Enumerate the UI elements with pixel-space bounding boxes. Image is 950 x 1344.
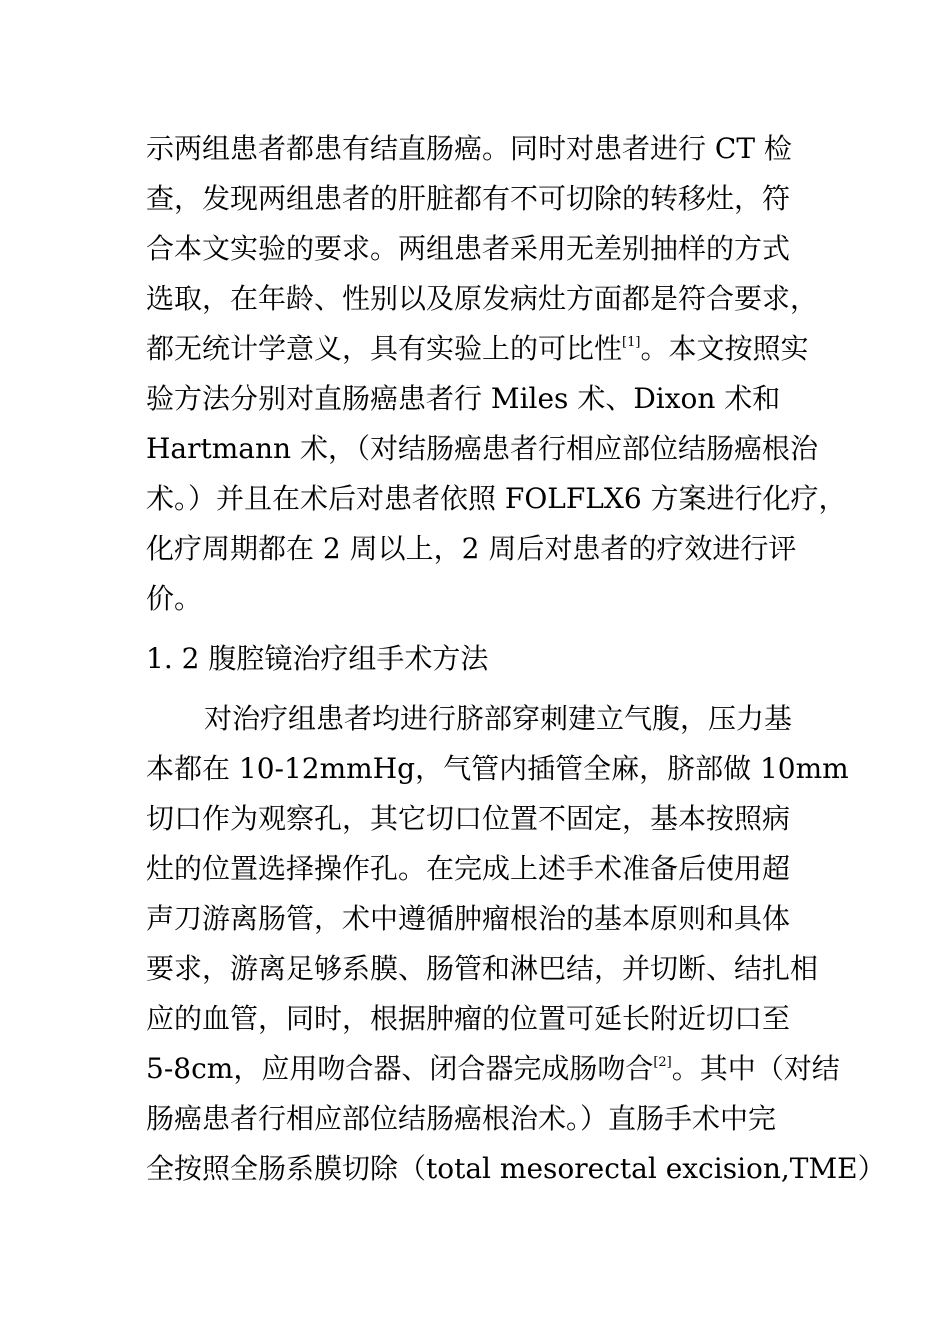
text-line: 术。）并且在术后对患者依照 FOLFLX6 方案进行化疗， [146, 482, 847, 515]
citation-1: [1] [622, 335, 641, 350]
text-line: 合本文实验的要求。两组患者采用无差别抽样的方式 [146, 232, 791, 265]
text-segment: 5-8cm，应用吻合器、闭合器完成肠吻合 [146, 1052, 654, 1085]
text-line: 化疗周期都在 2 周以上，2 周后对患者的疗效进行评 [146, 532, 797, 565]
text-line [146, 1052, 846, 1086]
text-line: 查，发现两组患者的肝脏都有不可切除的转移灶，符 [146, 182, 791, 215]
text-segment: 都无统计学意义，具有实验上的可比性 [146, 332, 623, 365]
text-line [146, 332, 846, 366]
section-heading: 1. 2 腹腔镜治疗组手术方法 [146, 642, 489, 675]
text-segment: 。其中（对结 [671, 1052, 840, 1085]
text-line: 价。 [146, 582, 203, 615]
text-line: 肠癌患者行相应部位结肠癌根治术。）直肠手术中完 [146, 1102, 777, 1135]
text-line: 对治疗组患者均进行脐部穿刺建立气腹，压力基 [204, 702, 793, 735]
text-line: 应的血管，同时，根据肿瘤的位置可延长附近切口至 [146, 1002, 791, 1035]
text-line: 本都在 10-12mmHg，气管内插管全麻，脐部做 10mm [146, 752, 849, 785]
text-line: 选取，在年龄、性别以及原发病灶方面都是符合要求， [146, 282, 819, 315]
text-line: 全按照全肠系膜切除（total mesorectal excision,TME） [146, 1152, 886, 1185]
text-line: 要求，游离足够系膜、肠管和淋巴结，并切断、结扎相 [146, 952, 819, 985]
citation-2: [2] [653, 1055, 672, 1070]
text-line: 切口作为观察孔，其它切口位置不固定，基本按照病 [146, 802, 791, 835]
text-line: 示两组患者都患有结直肠癌。同时对患者进行 CT 检 [146, 132, 792, 165]
text-line: 验方法分别对直肠癌患者行 Miles 术、Dixon 术和 [146, 382, 781, 415]
text-line: 声刀游离肠管，术中遵循肿瘤根治的基本原则和具体 [146, 902, 791, 935]
text-line: Hartmann 术，（对结肠癌患者行相应部位结肠癌根治 [146, 432, 818, 465]
text-segment: 。本文按照实 [640, 332, 809, 365]
text-line: 灶的位置选择操作孔。在完成上述手术准备后使用超 [146, 852, 791, 885]
